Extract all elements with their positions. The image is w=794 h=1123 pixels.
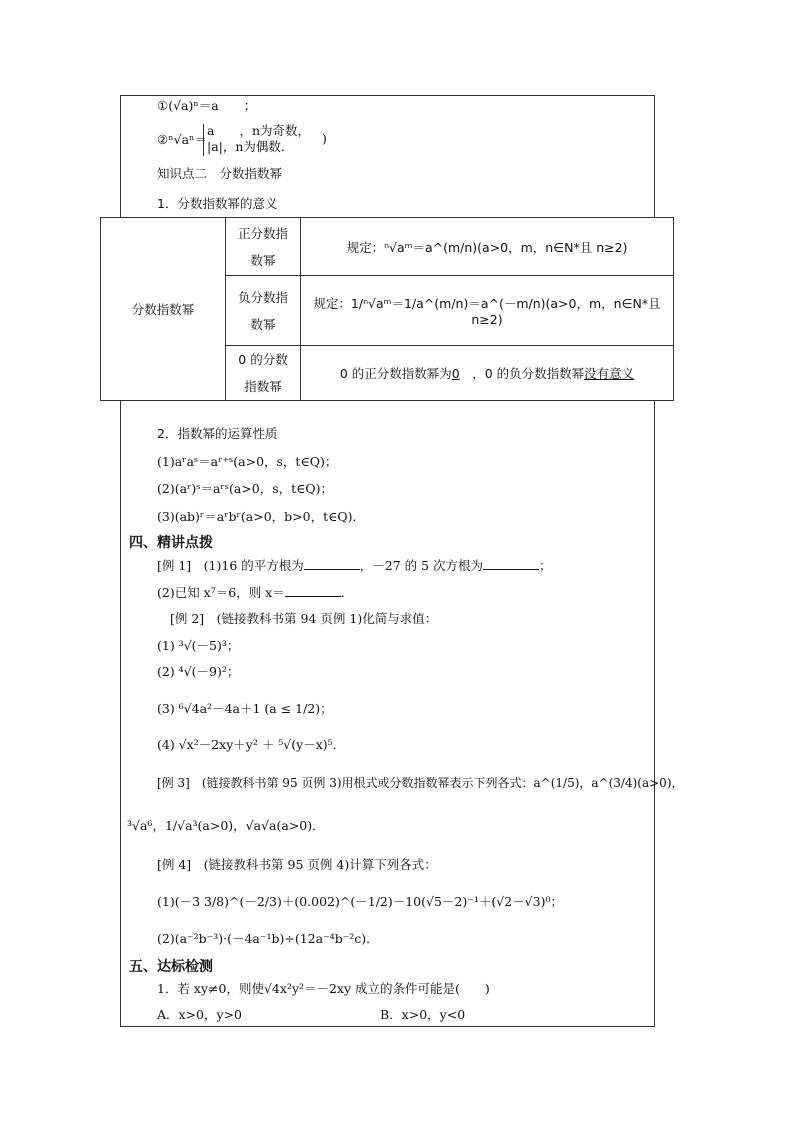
zero-answer-meaningless: 没有意义: [584, 366, 635, 381]
section-4-heading: 四、精讲点拨: [129, 535, 213, 551]
ex1-text-b: ，－27 的 5 次方根为: [359, 558, 484, 573]
example-1-part2: [157, 584, 353, 601]
ex1-text-c: ；: [539, 558, 552, 573]
table-content-negative: 规定：1/ⁿ√aᵐ＝1/a^(m/n)＝a^(－m/n)(a>0，m，n∈N*且 n≥2): [301, 276, 674, 346]
table-row-header: 分数指数幂: [101, 218, 226, 401]
table-content-zero: [301, 346, 674, 401]
example-4: [例 4] (链接教科书第 95 页例 4)计算下列各式：: [157, 857, 437, 872]
label-negative-a: 负分数指: [237, 289, 288, 305]
property-3: (3)(ab)ʳ＝aʳbʳ(a>0，b>0，t∈Q)．: [157, 509, 365, 524]
option-a: A．x>0，y>0: [157, 1007, 242, 1022]
example-2-item-3: (3) ⁶√4a²－4a＋1 (a ≤ 1/2)；: [157, 701, 333, 716]
section-2-title: 2．指数幂的运算性质: [157, 426, 278, 441]
example-4-item-2: (2)(a⁻²b⁻³)·(－4a⁻¹b)÷(12a⁻⁴b⁻²c)．: [157, 931, 379, 946]
rule-2-odd: a ，n为奇数，: [207, 123, 311, 138]
label-zero-b: 指数幂: [244, 379, 282, 394]
knowledge-point-2: 知识点二 分数指数幂: [157, 166, 283, 181]
option-b: B．x>0，y<0: [380, 1007, 466, 1022]
section-5-heading: 五、达标检测: [129, 959, 213, 975]
zero-text-c: ，0 的负分数指数幂: [459, 366, 585, 381]
example-1-part1: [157, 557, 552, 574]
example-2-item-1: (1) ³√(－5)³；: [157, 638, 240, 653]
ex1-blank-2[interactable]: [483, 557, 539, 570]
property-2: (2)(aʳ)ˢ＝aʳˢ(a>0，s，t∈Q)；: [157, 481, 334, 496]
label-zero-a: 0 的分数: [238, 352, 288, 367]
rule-2-even: |a|，n为偶数．: [207, 139, 294, 154]
question-1: 1．若 xy≠0，则使√4x²y²＝－2xy 成立的条件可能是( ): [157, 981, 490, 996]
table-label-negative: [226, 276, 301, 346]
property-1: (1)aʳaˢ＝aʳ⁺ˢ(a>0，s，t∈Q)；: [157, 454, 338, 469]
rule-2-prefix: ②ⁿ√aⁿ＝: [157, 132, 207, 147]
example-2-item-4: (4) √x²－2xy＋y² ＋ ⁵√(y－x)⁵．: [157, 737, 346, 752]
zero-text-a: 0 的正分数指数幂为: [339, 366, 452, 381]
ex1-text-a: [例 1] (1)16 的平方根为: [157, 558, 304, 573]
table-label-zero: [226, 346, 301, 401]
example-4-item-1: (1)(－3 3/8)^(－2/3)＋(0.002)^(－1/2)－10(√5－2)⁻¹＋(√2－√3)⁰；: [157, 894, 563, 909]
rule-1: ①(√a)ⁿ＝a ；: [157, 98, 257, 113]
table-content-positive: 规定：ⁿ√aᵐ＝a^(m/n)(a>0，m，n∈N*且 n≥2): [301, 218, 674, 276]
ex1-blank-1[interactable]: [304, 557, 360, 570]
example-2-item-2: (2) ⁴√(－9)²；: [157, 664, 240, 679]
fractional-exponent-table: [100, 217, 674, 401]
label-positive-a: 正分数指: [237, 225, 288, 241]
table-label-positive: [226, 218, 301, 276]
rule-2-brace: [203, 124, 204, 156]
section-1-title: 1．分数指数幂的意义: [157, 196, 278, 211]
zero-answer-0: 0: [451, 366, 460, 381]
ex1-blank-3[interactable]: [285, 584, 341, 597]
example-3-line-2: ³√a⁶，1/√a³(a>0)，√a√a(a>0)．: [127, 818, 325, 833]
label-positive-b: 数幂: [250, 252, 276, 268]
label-negative-b: 数幂: [250, 316, 276, 332]
ex1-text-e: ．: [340, 585, 354, 600]
ex1-text-d: (2)已知 x⁷＝6，则 x＝: [157, 585, 285, 600]
example-2: [例 2] (链接教科书第 94 页例 1)化简与求值：: [170, 611, 438, 626]
rule-2-close: ): [322, 131, 327, 146]
example-3-line-1: [例 3] (链接教科书第 95 页例 3)用根式或分数指数幂表示下列各式：a^(1/5)，a^(3/4)(a>0)，: [157, 776, 684, 790]
